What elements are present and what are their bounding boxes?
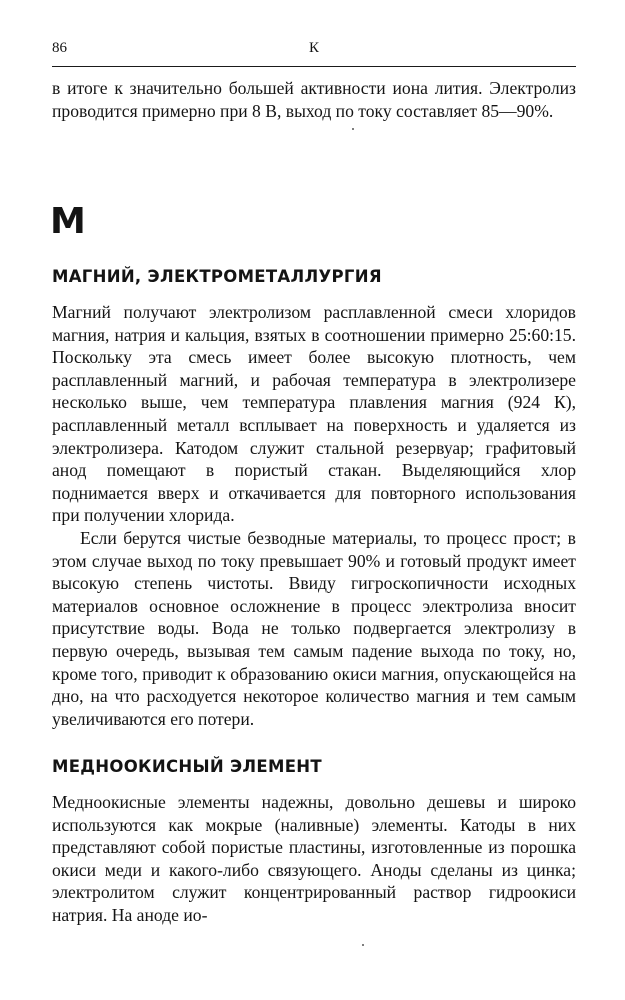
print-speck [362, 944, 364, 946]
page-number: 86 [52, 40, 67, 56]
article-body-copper-oxide-cell [52, 791, 576, 927]
intro-paragraph-block [52, 77, 576, 122]
article-paragraph: Магний получают электролизом расплавленной смеси хлоридов магния, натрия и кальция, взятых в соотношении примерно 25:60:15. Поскольку эта смесь имеет более высокую плотность, чем расплавленный магний, и рабочая температура в электролизере несколько выше, чем температура плавления магния (924 К), расплавленный металл всплывает на поверхность и удаляется из электролизера. Катодом служит стальной резервуар; графитовый анод помещают в пористый стакан. Выделяющийся хлор поднимается вверх и откачивается для повторного использования при получении хлорида. [52, 302, 576, 526]
print-speck [352, 128, 354, 130]
section-letter: М [50, 201, 87, 242]
intro-paragraph: в итоге к значительно большей активности иона лития. Электролиз проводится примерно при 8 В, выход по току составляет 85—90%. [52, 78, 576, 121]
article-heading-copper-oxide-cell: МЕДНООКИСНЫЙ ЭЛЕМЕНТ [52, 757, 322, 776]
running-head: К [308, 40, 320, 56]
article-body-magnesium [52, 301, 576, 730]
article-heading-magnesium: МАГНИЙ, ЭЛЕКТРОМЕТАЛЛУРГИЯ [52, 267, 382, 286]
article-paragraph: Медноокисные элементы надежны, довольно дешевы и широко используются как мокрые (наливные) элементы. Катоды в них представляют собой пористые пластины, изготовленные из порошка окиси меди и какого-либо связующего. Аноды сделаны из цинка; электролитом служит концентрированный раствор гидроокиси натрия. На аноде ио- [52, 792, 576, 925]
page-header [52, 36, 576, 67]
article-paragraph: Если берутся чистые безводные материалы, то процесс прост; в этом случае выход по току превышает 90% и готовый продукт имеет высокую степень чистоты. Ввиду гигроскопичности исходных материалов основное осложнение в процесс электролиза вносит присутствие воды. Вода не только подвергается электролизу в первую очередь, вызывая тем самым падение выхода по току, но, кроме того, приводит к образованию окиси магния, опускающейся на дно, на что расходуется некоторое количество магния и тем самым увеличиваются его потери. [52, 527, 576, 729]
